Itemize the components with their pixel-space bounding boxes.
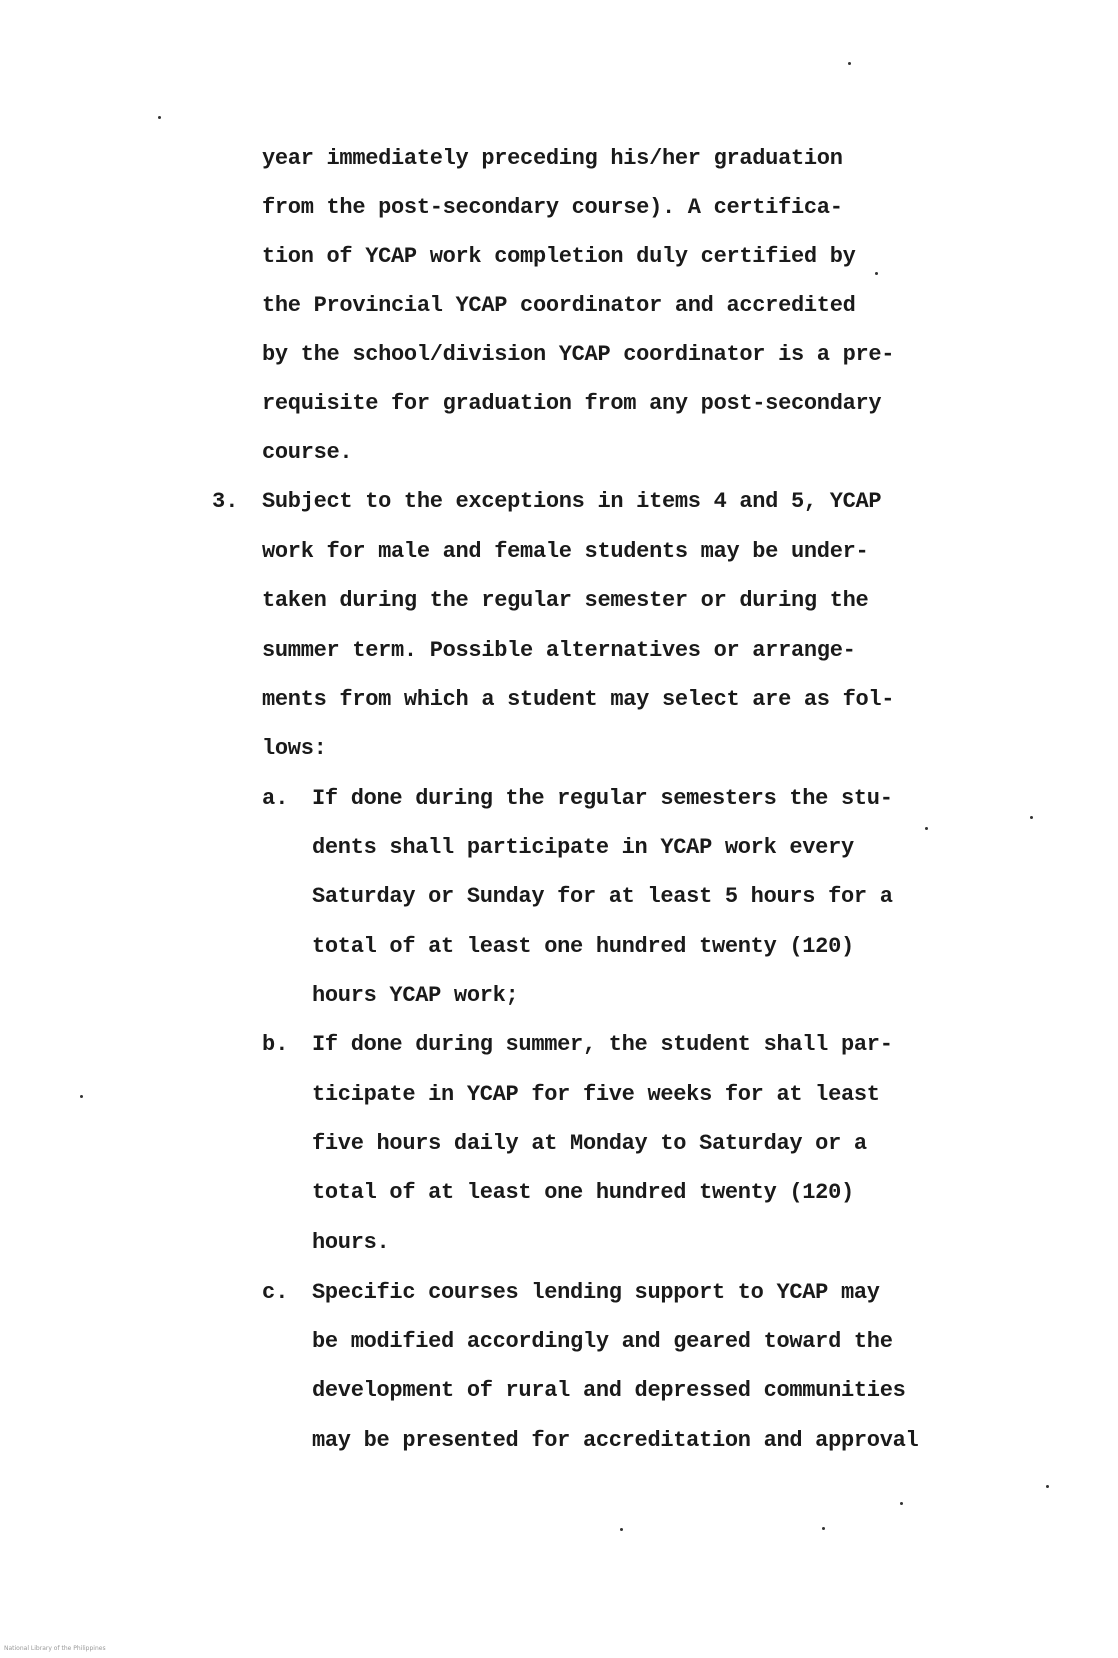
text-line: year immediately preceding his/her graduation — [262, 146, 843, 171]
text-line: summer term. Possible alternatives or arrange- — [262, 638, 856, 663]
item-marker-c: c. — [262, 1280, 289, 1305]
text-line: course. — [262, 440, 353, 465]
text-line: the Provincial YCAP coordinator and accredited — [262, 293, 856, 318]
footer-note: National Library of the Philippines — [4, 1645, 106, 1652]
text-line: may be presented for accreditation and approval — [312, 1428, 919, 1453]
scan-speck — [900, 1502, 903, 1505]
text-line: work for male and female students may be under- — [262, 539, 869, 564]
text-line: from the post-secondary course). A certifica- — [262, 195, 843, 220]
scan-speck — [925, 827, 928, 830]
item-marker-b: b. — [262, 1032, 289, 1057]
scan-speck — [620, 1528, 623, 1531]
item-marker-3: 3. — [212, 489, 239, 514]
text-line: Specific courses lending support to YCAP may — [312, 1280, 880, 1305]
text-line: by the school/division YCAP coordinator is a pre- — [262, 342, 895, 367]
item-marker-a: a. — [262, 786, 289, 811]
scan-speck — [1046, 1485, 1049, 1488]
text-line: development of rural and depressed communities — [312, 1378, 906, 1403]
text-line: ticipate in YCAP for five weeks for at least — [312, 1082, 880, 1107]
scan-speck — [1030, 816, 1033, 819]
text-line: requisite for graduation from any post-secondary — [262, 391, 882, 416]
scan-speck — [822, 1527, 825, 1530]
text-line: Subject to the exceptions in items 4 and 5, YCAP — [262, 489, 882, 514]
text-line: ments from which a student may select are as fol- — [262, 687, 895, 712]
scan-speck — [848, 62, 851, 65]
text-line: total of at least one hundred twenty (120) — [312, 1180, 854, 1205]
text-line: dents shall participate in YCAP work every — [312, 835, 854, 860]
text-line: taken during the regular semester or during the — [262, 588, 869, 613]
scan-speck — [80, 1095, 83, 1098]
text-line: total of at least one hundred twenty (120) — [312, 934, 854, 959]
text-line: If done during summer, the student shall par- — [312, 1032, 893, 1057]
text-line: tion of YCAP work completion duly certified by — [262, 244, 856, 269]
text-line: five hours daily at Monday to Saturday or a — [312, 1131, 867, 1156]
text-line: lows: — [262, 736, 327, 761]
text-line: Saturday or Sunday for at least 5 hours for a — [312, 884, 893, 909]
text-line: hours YCAP work; — [312, 983, 519, 1008]
text-line: If done during the regular semesters the stu- — [312, 786, 893, 811]
text-line: hours. — [312, 1230, 390, 1255]
scan-speck — [158, 116, 161, 119]
scan-speck — [875, 272, 878, 275]
text-line: be modified accordingly and geared toward the — [312, 1329, 893, 1354]
